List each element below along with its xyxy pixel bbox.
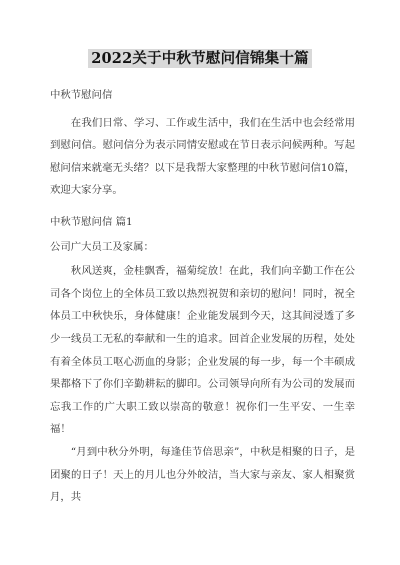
intro-paragraph: 在我们日常、学习、工作或生活中，我们在生活中也会经常用到慰问信。慰问信分为表示同情安慰或在节日表示问候两种。写起慰问信来就毫无头绪？以下是我帮大家整理的中秋节慰问信10篇，欢迎大家分享。 [50,116,355,197]
salutation: 公司广大员工及家属： [50,240,154,253]
body-paragraph: “月到中秋分外明，每逢佳节倍思亲”，中秋是相聚的日子，是团聚的日子！天上的月儿也分外皎洁，当大家与亲友、家人相聚赏月，共 [50,445,355,504]
article-block [50,211,355,509]
title-wrap [0,48,400,68]
document-title: 2022关于中秋节慰问信锦集十篇 [88,49,312,68]
body-paragraph: 秋风送爽，金桂飘香，福菊绽放！在此，我们向辛勤工作在公司各个岗位上的全体员工致以热烈祝贺和亲切的慰问！同时，祝全体员工中秋快乐，身体健康！企业能发展到今天，这其间浸透了多少一线员工无私的奉献和一生的追求。回首企业发展的历程，处处有着全体员工呕心沥血的身影；企业发展的每一步，每一个丰硕成果都格下了你们辛勤耕耘的脚印。公司领导向所有为公司的发展而忘我工作的广大职工致以崇高的敬意！祝你们一生平安、一生幸福！ [50,265,355,436]
document-body [50,84,355,202]
article-heading: 中秋节慰问信 篇1 [50,216,133,228]
section-heading: 中秋节慰问信 [50,89,113,101]
